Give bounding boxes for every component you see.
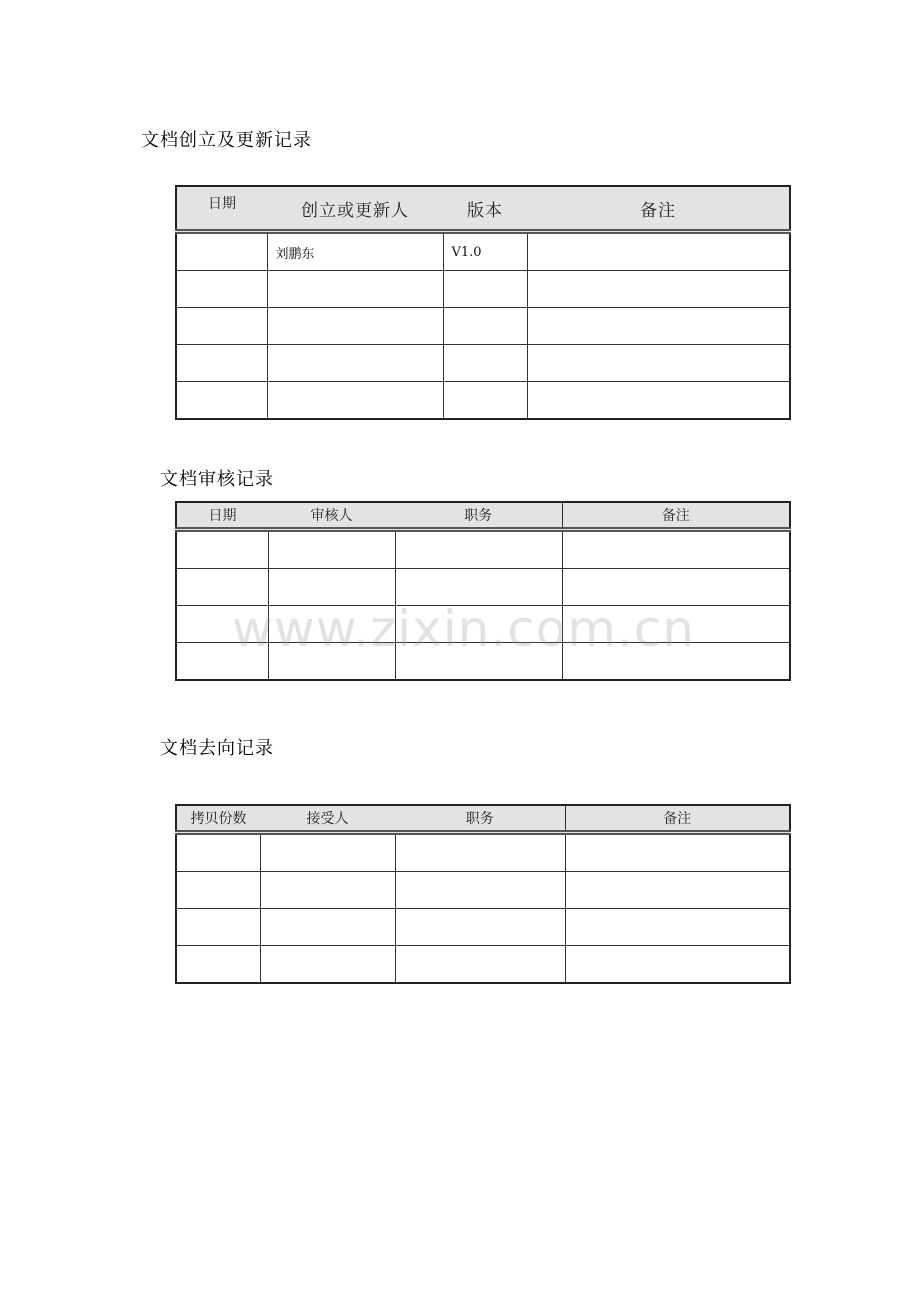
- cell-position[interactable]: [395, 643, 562, 681]
- cell-creator[interactable]: [267, 271, 443, 308]
- header-date: 日期: [176, 186, 267, 232]
- cell-recipient[interactable]: [260, 909, 395, 946]
- cell-remarks[interactable]: [565, 909, 790, 946]
- header-date: 日期: [176, 502, 268, 530]
- table-row: [176, 569, 790, 606]
- header-remarks: 备注: [565, 805, 790, 833]
- cell-position[interactable]: [395, 833, 565, 872]
- header-version: 版本: [443, 186, 527, 232]
- cell-remarks[interactable]: [565, 833, 790, 872]
- header-position: 职务: [395, 805, 565, 833]
- cell-date[interactable]: [176, 382, 267, 420]
- cell-date[interactable]: [176, 271, 267, 308]
- table-row: [176, 382, 790, 420]
- cell-copy-count[interactable]: [176, 909, 260, 946]
- cell-recipient[interactable]: [260, 872, 395, 909]
- cell-date[interactable]: [176, 606, 268, 643]
- cell-position[interactable]: [395, 569, 562, 606]
- cell-copy-count[interactable]: [176, 833, 260, 872]
- table-row: [176, 271, 790, 308]
- cell-date[interactable]: [176, 643, 268, 681]
- cell-remarks[interactable]: [562, 569, 790, 606]
- cell-position[interactable]: [395, 909, 565, 946]
- table-row: [176, 872, 790, 909]
- watermark-text: www.zixin.com.cn: [232, 600, 696, 658]
- cell-remarks[interactable]: [527, 308, 790, 345]
- cell-date[interactable]: [176, 345, 267, 382]
- header-copy-count: 拷贝份数: [176, 805, 260, 833]
- cell-copy-count[interactable]: [176, 946, 260, 984]
- header-remarks: 备注: [527, 186, 790, 232]
- cell-position[interactable]: [395, 946, 565, 984]
- distribution-table: [175, 804, 791, 984]
- cell-reviewer[interactable]: [268, 530, 395, 569]
- table-row: [176, 308, 790, 345]
- table-row: [176, 909, 790, 946]
- cell-recipient[interactable]: [260, 833, 395, 872]
- cell-version[interactable]: [443, 271, 527, 308]
- table-header-row: [176, 805, 790, 833]
- section-title-review: 文档审核记录: [160, 469, 274, 490]
- cell-reviewer[interactable]: [268, 569, 395, 606]
- table-row: [176, 643, 790, 681]
- table-row: [176, 530, 790, 569]
- cell-creator[interactable]: [267, 308, 443, 345]
- cell-creator[interactable]: [267, 345, 443, 382]
- cell-version[interactable]: [443, 345, 527, 382]
- cell-remarks[interactable]: [527, 345, 790, 382]
- cell-recipient[interactable]: [260, 946, 395, 984]
- table-header-row: [176, 502, 790, 530]
- cell-creator[interactable]: [267, 382, 443, 420]
- cell-reviewer[interactable]: [268, 606, 395, 643]
- cell-reviewer[interactable]: [268, 643, 395, 681]
- cell-creator[interactable]: 刘鹏东: [267, 232, 443, 271]
- cell-date[interactable]: [176, 530, 268, 569]
- table-row: [176, 232, 790, 271]
- header-remarks: 备注: [562, 502, 790, 530]
- cell-remarks[interactable]: [527, 382, 790, 420]
- cell-version[interactable]: [443, 382, 527, 420]
- cell-remarks[interactable]: [527, 232, 790, 271]
- table-row: [176, 833, 790, 872]
- cell-version[interactable]: V1.0: [443, 232, 527, 271]
- header-recipient: 接受人: [260, 805, 395, 833]
- cell-remarks[interactable]: [565, 872, 790, 909]
- cell-remarks[interactable]: [562, 530, 790, 569]
- section-title-creation-update: 文档创立及更新记录: [141, 130, 312, 151]
- cell-date[interactable]: [176, 308, 267, 345]
- creation-update-table: [175, 185, 791, 420]
- cell-position[interactable]: [395, 872, 565, 909]
- cell-position[interactable]: [395, 530, 562, 569]
- cell-position[interactable]: [395, 606, 562, 643]
- review-table: [175, 501, 791, 681]
- cell-remarks[interactable]: [565, 946, 790, 984]
- table-row: [176, 345, 790, 382]
- table-row: [176, 946, 790, 984]
- cell-date[interactable]: [176, 569, 268, 606]
- header-position: 职务: [395, 502, 562, 530]
- cell-remarks[interactable]: [562, 643, 790, 681]
- cell-date[interactable]: [176, 232, 267, 271]
- cell-remarks[interactable]: [562, 606, 790, 643]
- table-header-row: [176, 186, 790, 232]
- cell-copy-count[interactable]: [176, 872, 260, 909]
- header-reviewer: 审核人: [268, 502, 395, 530]
- header-creator: 创立或更新人: [267, 186, 443, 232]
- table-row: [176, 606, 790, 643]
- cell-remarks[interactable]: [527, 271, 790, 308]
- cell-version[interactable]: [443, 308, 527, 345]
- section-title-distribution: 文档去向记录: [160, 738, 274, 759]
